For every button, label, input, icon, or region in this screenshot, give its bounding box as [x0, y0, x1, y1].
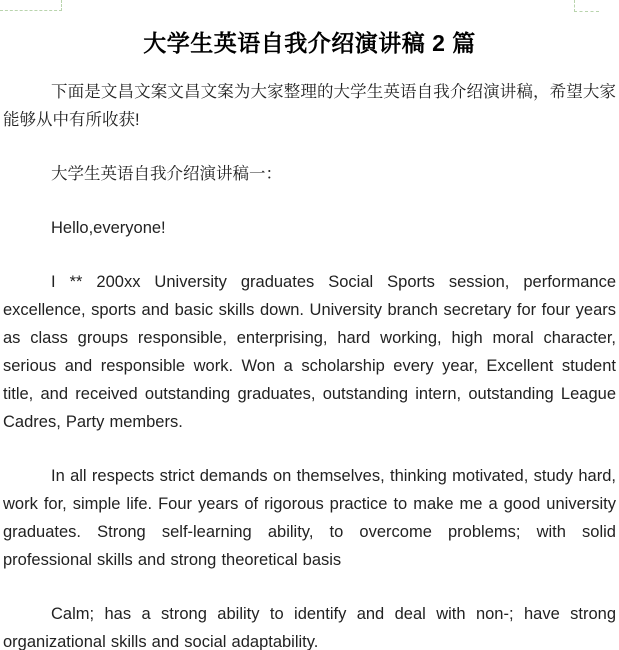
body-paragraph-1: I ** 200xx University graduates Social Sports session, performance excellence, sports and basic skills down. University branch secretary for four years as class groups responsible, enterprising, hard working, high moral character, serious and responsible work. Won a scholarship every year, Excellent student title, and received outstanding graduates, outstanding intern, outstanding League Cadres, Party members.	[3, 273, 616, 431]
margin-crop-mark-top-left	[0, 0, 62, 11]
section-heading-speech-one: 大学生英语自我介绍演讲稿一：	[51, 165, 282, 183]
margin-crop-mark-top-right	[574, 0, 599, 12]
greeting-line: Hello,everyone!	[51, 219, 166, 237]
intro-paragraph: 下面是文昌文案文昌文案为大家整理的大学生英语自我介绍演讲稿，希望大家能够从中有所收获!	[3, 83, 616, 129]
document-title: 大学生英语自我介绍演讲稿 2 篇	[143, 30, 476, 56]
body-paragraph-3: Calm; has a strong ability to identify and deal with non-; have strong organizational skills and social adaptability.	[3, 605, 616, 650]
body-paragraph-2: In all respects strict demands on themselves, thinking motivated, study hard, work for, simple life. Four years of rigorous practice to make me a good university graduates. Strong self-learning ability, to overcome problems; with solid professional skills and strong theoretical basis	[3, 467, 616, 569]
